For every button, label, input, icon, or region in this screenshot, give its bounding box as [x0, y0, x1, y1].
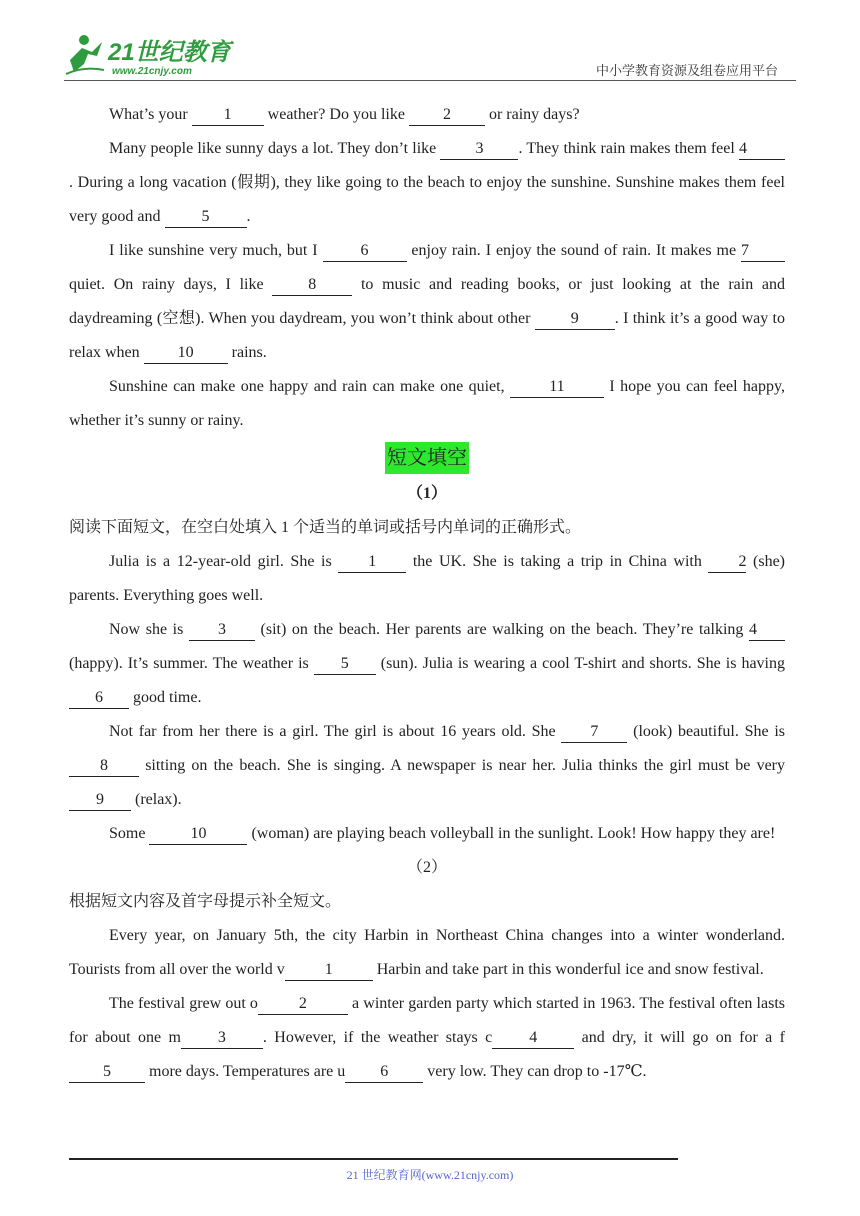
blank: 5	[165, 207, 247, 228]
logo	[64, 30, 234, 80]
blank: 2	[258, 994, 348, 1015]
blank: 4	[492, 1028, 574, 1049]
blank: 8	[69, 756, 139, 777]
part2-instruction: 根据短文内容及首字母提示补全短文。	[69, 893, 342, 910]
page-footer: 21 世纪教育网(www.21cnjy.com)	[346, 1168, 514, 1182]
blank: 9	[535, 309, 615, 330]
header-divider	[64, 80, 796, 81]
blank: 4	[749, 620, 785, 641]
logo-text: 21世纪教育	[108, 39, 231, 66]
part1-paragraph-1: Julia is a 12-year-old girl. She is 1 the UK. She is taking a trip in China with 2 (she) parents. Everything goes well.	[69, 553, 786, 604]
blank: 7	[741, 241, 785, 262]
intro-paragraph-3: I like sunshine very much, but I 6 enjoy rain. I enjoy the sound of rain. It makes me 7 quiet. On rainy days, I like 8 to music and reading books, or just looking at the rain and daydreaming (空想). When you daydream, you won’t think about other 9 . I think it’s a good way to relax when 10 rains.	[69, 234, 785, 370]
blank: 7	[561, 722, 627, 743]
part1-label: （1）	[406, 485, 447, 502]
blank: 2	[708, 552, 746, 573]
section-title: 短文填空	[385, 442, 469, 474]
blank: 6	[345, 1062, 423, 1083]
blank: 8	[272, 275, 352, 296]
part2-paragraph-2: The festival grew out o 2 a winter garden party which started in 1963. The festival often lasts for about one m 3 . However, if the weather stays c 4 and dry, it will go on for a f5 more days. Temperatures are u 6 very low. They can drop to -17℃.	[69, 987, 785, 1089]
section-title-row	[69, 438, 785, 477]
part2-label: （2）	[406, 859, 447, 876]
blank: 10	[149, 824, 247, 845]
blank: 4	[739, 139, 785, 160]
blank: 5	[69, 1062, 145, 1083]
blank: 3	[181, 1028, 263, 1049]
intro-paragraph-1: What’s your 1 weather? Do you like 2 or rainy days?	[69, 98, 785, 132]
part1-paragraph-4: Some 10 (woman) are playing beach volleyball in the sunlight. Look! How happy they are!	[69, 817, 785, 851]
blank: 6	[69, 688, 129, 709]
blank: 3	[440, 139, 518, 160]
blank: 5	[314, 654, 376, 675]
runner-icon	[66, 35, 104, 74]
header-platform-text: 中小学教育资源及组卷应用平台	[595, 63, 778, 78]
document-body	[69, 98, 785, 1089]
blank: 3	[189, 620, 255, 641]
blank: 1	[285, 960, 373, 981]
part1-paragraph-3: Not far from her there is a girl. The girl is about 16 years old. She 7 (look) beautiful. She is 8 sitting on the beach. She is singing. A newspaper is near her. Julia thinks the girl must be very 9 (relax).	[69, 715, 785, 817]
part2-paragraph-1: Every year, on January 5th, the city Harbin in Northeast China changes into a winter wonderland. Tourists from all over the world v 1 Harbin and take part in this wonderful ice and snow festival.	[69, 919, 785, 987]
blank: 11	[510, 377, 604, 398]
footer-divider	[69, 1158, 678, 1160]
intro-paragraph-4: Sunshine can make one happy and rain can make one quiet, 11 I hope you can feel happy, whether it’s sunny or rainy.	[69, 378, 785, 429]
page-header	[0, 0, 860, 90]
blank: 9	[69, 790, 131, 811]
part1-paragraph-2: Now she is 3 (sit) on the beach. Her parents are walking on the beach. They’re talking 4 (happy). It’s summer. The weather is 5 (sun). Julia is wearing a cool T-shirt and shorts. She is having 6 good time.	[69, 613, 785, 715]
blank: 2	[409, 105, 485, 126]
part1-instruction: 阅读下面短文，在空白处填入 1 个适当的单词或括号内单词的正确形式。	[69, 519, 582, 536]
logo-url: www.21cnjy.com	[112, 66, 192, 77]
blank: 10	[144, 343, 228, 364]
intro-paragraph-2: Many people like sunny days a lot. They don’t like 3 . They think rain makes them feel 4. During a long vacation (假期), they like going to the beach to enjoy the sunshine. Sunshine makes them feel very good and 5 .	[69, 132, 785, 234]
blank: 6	[323, 241, 407, 262]
blank: 1	[192, 105, 264, 126]
blank: 1	[338, 552, 406, 573]
